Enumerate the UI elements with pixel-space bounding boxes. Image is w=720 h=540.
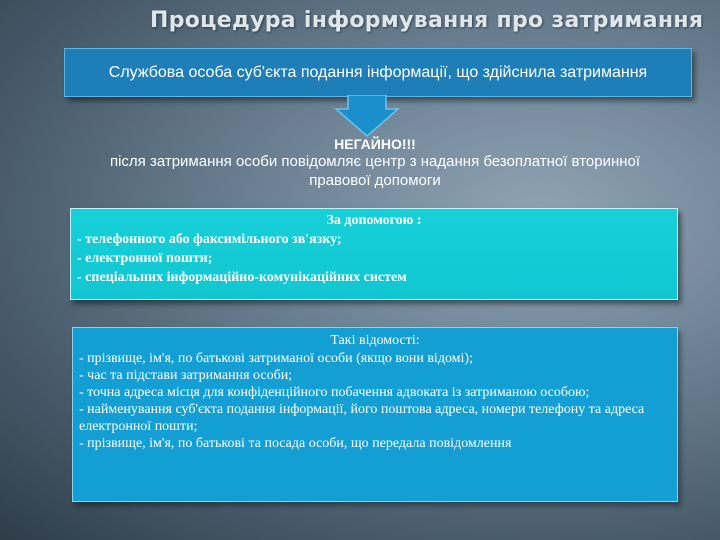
info-item: - прізвище, ім'я, по батькові затриманої особи (якщо вони відомі); bbox=[79, 351, 473, 366]
info-item: - найменування суб'єкта подання інформації, його поштова адреса, номери телефону та адреса електронної пошти; bbox=[79, 402, 645, 434]
means-box bbox=[70, 208, 678, 300]
means-item: - електронної пошти; bbox=[77, 251, 213, 266]
info-item: - точна адреса місця для конфіденційного побачення адвоката із затриманою особою; bbox=[79, 385, 590, 400]
urgent-label: НЕГАЙНО!!! bbox=[334, 136, 416, 152]
means-item: - спеціальних інформаційно-комунікаційних систем bbox=[77, 270, 407, 285]
source-box bbox=[64, 48, 692, 97]
source-box-text: Службова особа суб'єкта подання інформації, що здійснила затримання bbox=[108, 63, 648, 81]
info-heading: Такі відомості: bbox=[330, 333, 420, 348]
info-box bbox=[72, 327, 678, 502]
info-item: - час та підстави затримання особи; bbox=[79, 368, 293, 383]
means-item: - телефонного або факсимільного зв'язку; bbox=[77, 232, 342, 247]
after-detention-text: після затримання особи повідомляє центр з надання безоплатної вторинної правової допомоги bbox=[109, 153, 641, 189]
info-item: - прізвище, ім'я, по батькові та посада особи, що передала повідомлення bbox=[79, 436, 512, 451]
down-arrow-icon bbox=[334, 95, 400, 137]
slide-title: Процедура інформування про затримання bbox=[150, 8, 704, 33]
means-heading: За допомогою : bbox=[326, 213, 422, 228]
